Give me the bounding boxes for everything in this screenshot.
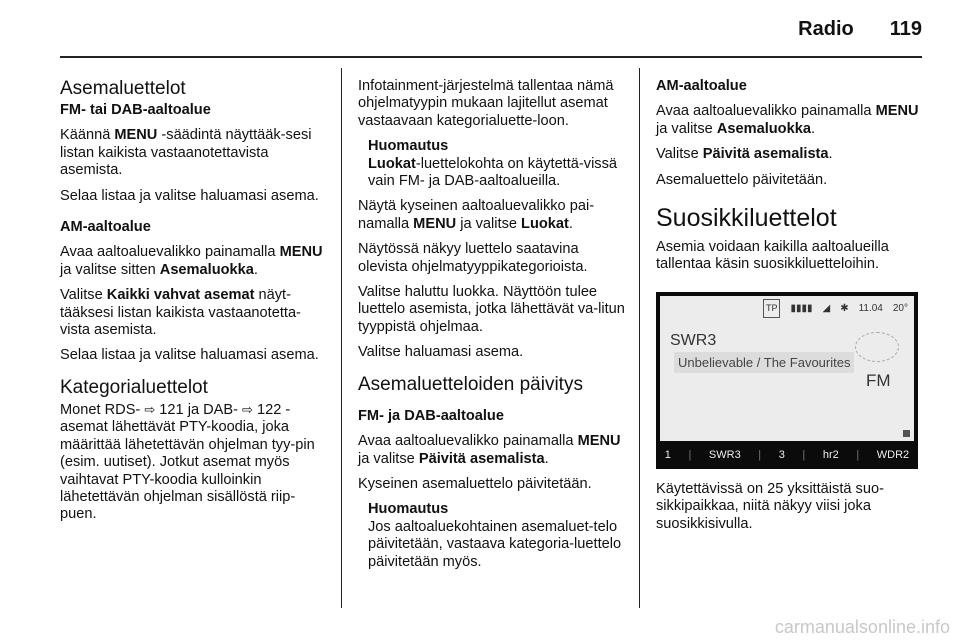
note-box: Huomautus Luokat-luettelokohta on käytettä-vissä vain FM- ja DAB-aaltoalueilla. xyxy=(358,138,626,190)
radio-screen-image xyxy=(656,292,918,469)
paragraph: Selaa listaa ja valitse haluamasi asema. xyxy=(60,347,319,364)
subheading-fm-dab: FM- ja DAB-aaltoalue xyxy=(358,407,504,424)
page-header xyxy=(798,18,922,41)
paragraph: Infotainment-järjestelmä tallentaa nämä ohjelmatyypin mukaan lajitellut asemat vastaavaan kategorialuette-loon. xyxy=(358,78,614,129)
preset-item: SWR3 xyxy=(708,449,741,462)
paragraph: Valitse Päivitä asemalista. xyxy=(656,146,833,163)
header-rule xyxy=(60,56,922,58)
column-divider-1 xyxy=(341,68,342,608)
section-title-list-update: Asemaluetteloiden päivitys xyxy=(358,373,583,395)
band-label: FM xyxy=(866,370,891,390)
clock: 11.04 xyxy=(858,302,883,314)
paragraph: Asemia voidaan kaikilla aaltoalueilla tallentaa käsin suosikkiluetteloihin. xyxy=(656,239,889,273)
bluetooth-icon: ✱ xyxy=(840,302,849,314)
preset-item: WDR2 xyxy=(876,449,910,462)
watermark: carmanualsonline.info xyxy=(774,617,950,637)
subheading-am: AM-aaltoalue xyxy=(60,219,151,236)
preset-item: 3 xyxy=(778,449,785,462)
column-divider-2 xyxy=(639,68,640,608)
paragraph: Monet RDS- ⇨ 121 ja DAB- ⇨ 122 -asemat lähettävät PTY-koodia, joka määrittää lähetettävän ohjelman tyy-pin (esim. uutiset). Jotkut asemat myös vaihtavat PTY-koodia kulloinkin lähetettävän ohjelman sisällöstä riip-puen. xyxy=(60,401,315,523)
paragraph: Näytä kyseinen aaltoaluevalikko pai-namalla MENU ja valitse Luokat. xyxy=(358,198,595,232)
song-info: Unbelievable / The Favourites xyxy=(674,352,854,373)
status-bar xyxy=(763,299,908,318)
preset-item: hr2 xyxy=(822,449,839,462)
note-box: Huomautus Jos aaltoaluekohtainen asemaluet-telo päivitetään, vastaava kategoria-luettelo päivitetään myös. xyxy=(358,501,626,571)
note-title: Huomautus xyxy=(368,138,449,155)
column-3 xyxy=(656,78,924,541)
preset-item: 1 xyxy=(664,449,671,462)
paragraph: Käytettävissä on 25 yksittäistä suo-sikkipaikkaa, niitä näkyy viisi joka suosikkisivulla. xyxy=(656,480,884,532)
corner-indicator-icon xyxy=(903,430,910,437)
section-title-favourites: Suosikkiluettelot xyxy=(656,204,837,233)
note-title: Huomautus xyxy=(368,501,449,518)
paragraph: Kyseinen asemaluettelo päivitetään. xyxy=(358,475,592,492)
battery-icon: ▮▮▮▮ xyxy=(790,302,813,314)
paragraph: Valitse haluamasi asema. xyxy=(358,344,524,361)
radio-display xyxy=(660,296,914,441)
reference-arrow-icon: ⇨ xyxy=(242,401,253,417)
paragraph: Valitse Kaikki vahvat asemat näyt-tääksesi listan kaikista vastaanotetta-vista asemista. xyxy=(60,287,301,339)
preset-bar: 1 | SWR3 | 3 | hr2 | WDR2 xyxy=(656,443,918,469)
subheading-am: AM-aaltoalue xyxy=(656,78,747,94)
column-2 xyxy=(358,78,626,579)
paragraph: Valitse haluttu luokka. Näyttöön tulee luettelo asemista, jotka lähettävät va-litun tyyppistä ohjelmaa. xyxy=(358,284,625,335)
signal-icon: ◢ xyxy=(822,302,831,314)
paragraph: Näytössä näkyy luettelo saatavina olevista ohjelmatyyppikategorioista. xyxy=(358,241,588,275)
section-title-categories: Kategorialuettelot xyxy=(60,376,208,398)
page-number: 119 xyxy=(889,18,922,40)
tp-indicator: TP xyxy=(763,299,781,318)
paragraph: Selaa listaa ja valitse haluamasi asema. xyxy=(60,187,319,204)
reference-arrow-icon: ⇨ xyxy=(144,401,156,417)
paragraph: Käännä MENU -säädintä näyttääk-sesi listan kaikista vastaanotettavista asemista. xyxy=(60,127,312,179)
subheading-fm-dab: FM- tai DAB-aaltoalue xyxy=(60,102,211,118)
section-title-station-lists: Asemaluettelot xyxy=(60,78,186,99)
station-name: SWR3 xyxy=(670,331,717,349)
paragraph: Avaa aaltoaluevalikko painamalla MENU ja valitse Päivitä asemalista. xyxy=(358,433,621,467)
paragraph: Avaa aaltoaluevalikko painamalla MENU ja valitse Asemaluokka. xyxy=(656,103,919,137)
paragraph: Avaa aaltoaluevalikko painamalla MENU ja valitse sitten Asemaluokka. xyxy=(60,244,323,278)
header-section: Radio xyxy=(798,18,854,40)
column-1 xyxy=(60,66,326,532)
paragraph: Asemaluettelo päivitetään. xyxy=(656,171,828,188)
temperature: 20° xyxy=(892,302,908,314)
tuning-dial-icon xyxy=(855,332,899,362)
